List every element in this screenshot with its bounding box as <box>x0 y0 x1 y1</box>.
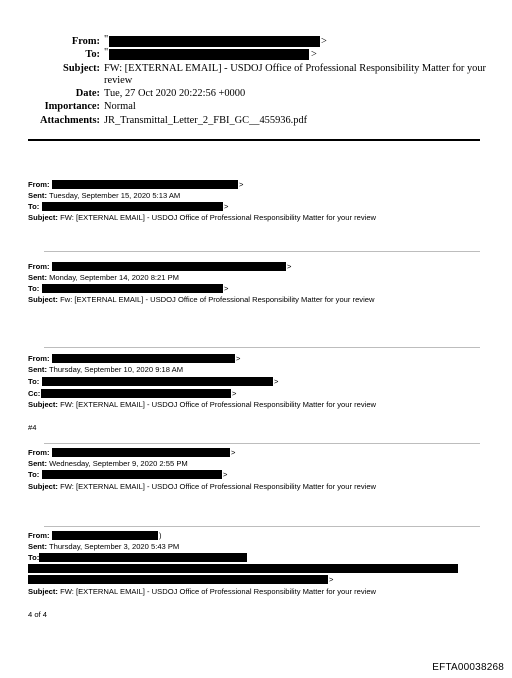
header-importance-value: Normal <box>104 101 136 112</box>
redaction-block <box>28 564 458 573</box>
redaction-block <box>42 377 273 386</box>
header-date-label: Date: <box>75 88 100 99</box>
sent-value: Wednesday, September 9, 2020 2:55 PM <box>49 459 188 468</box>
subject-value: FW: [EXTERNAL EMAIL] - USDOJ Office of Professional Responsibility Matter for your review <box>60 587 377 596</box>
subject-value: FW: [EXTERNAL EMAIL] - USDOJ Office of Professional Responsibility Matter for your review <box>60 482 377 491</box>
to-label: To: <box>28 202 40 211</box>
redaction-block <box>109 49 309 60</box>
sent-label: Sent: <box>28 191 47 200</box>
section-divider <box>44 347 480 348</box>
section-divider <box>44 443 480 444</box>
redaction-block <box>109 36 320 47</box>
header-to-quote: " <box>104 47 109 58</box>
to-label: To: <box>28 377 40 386</box>
header-from-label: From: <box>71 36 100 47</box>
from-label: From: <box>28 448 50 457</box>
subject-line <box>28 295 375 305</box>
redaction-block <box>42 284 223 293</box>
subject-label: Subject: <box>28 587 58 596</box>
header-from-quote: " <box>104 34 109 45</box>
sent-line <box>28 459 188 469</box>
sent-label: Sent: <box>28 459 47 468</box>
sent-value: Thursday, September 3, 2020 5:43 PM <box>48 542 180 551</box>
subject-value: Fw: [EXTERNAL EMAIL] - USDOJ Office of Professional Responsibility Matter for your review <box>60 295 375 304</box>
sent-line <box>28 191 180 201</box>
sent-line <box>28 365 183 375</box>
header-subject-line2: review <box>104 75 133 86</box>
sent-value: Tuesday, September 15, 2020 5:13 AM <box>48 191 181 200</box>
page-number: 4 of 4 <box>28 610 47 619</box>
header-subject-label: Subject: <box>63 63 100 74</box>
to-label: To: <box>28 284 40 293</box>
gt-symbol: > <box>236 354 241 363</box>
gt-symbol: > <box>224 202 229 211</box>
gt-symbol: > <box>274 377 279 386</box>
cc-label: Cc: <box>28 389 41 398</box>
sent-label: Sent: <box>28 542 47 551</box>
section-divider <box>44 251 480 252</box>
header-to-label: To: <box>85 49 100 60</box>
subject-label: Subject: <box>28 400 58 409</box>
redaction-block <box>52 531 158 540</box>
redaction-block <box>39 553 247 562</box>
to-label: To: <box>28 470 40 479</box>
subject-line <box>28 213 376 223</box>
header-from-gt: > <box>321 36 327 47</box>
subject-line <box>28 587 376 597</box>
redaction-block <box>28 575 328 584</box>
paren-symbol: ) <box>159 531 162 540</box>
sent-value: Thursday, September 10, 2020 9:18 AM <box>48 365 184 374</box>
from-label: From: <box>28 531 50 540</box>
section-divider <box>44 526 480 527</box>
subject-value: FW: [EXTERNAL EMAIL] - USDOJ Office of Professional Responsibility Matter for your review <box>60 213 377 222</box>
header-divider <box>28 139 480 141</box>
sent-label: Sent: <box>28 365 47 374</box>
gt-symbol: > <box>287 262 292 271</box>
sent-label: Sent: <box>28 273 47 282</box>
gt-symbol: > <box>329 575 334 584</box>
gt-symbol: > <box>223 470 228 479</box>
subject-label: Subject: <box>28 482 58 491</box>
gt-symbol: > <box>239 180 244 189</box>
from-label: From: <box>28 180 50 189</box>
header-date-value: Tue, 27 Oct 2020 20:22:56 +0000 <box>104 88 246 99</box>
header-subject-line1: FW: [EXTERNAL EMAIL] - USDOJ Office of Professional Responsibility Matter for your <box>104 63 486 74</box>
sent-line <box>28 273 179 283</box>
from-label: From: <box>28 262 50 271</box>
sent-line <box>28 542 179 552</box>
header-attachment-link[interactable]: JR_Transmittal_Letter_2_FBI_GC__455936.pdf <box>104 115 308 126</box>
redaction-block <box>52 262 286 271</box>
header-to-gt: > <box>311 49 317 60</box>
header-attachments-label: Attachments: <box>39 115 100 126</box>
gt-symbol: > <box>232 389 237 398</box>
note-text: #4 <box>28 423 37 432</box>
redaction-block <box>52 448 230 457</box>
redaction-block <box>42 202 223 211</box>
header-importance-label: Importance: <box>44 101 100 112</box>
subject-line <box>28 482 376 492</box>
redaction-block <box>52 180 238 189</box>
from-label: From: <box>28 354 50 363</box>
gt-symbol: > <box>224 284 229 293</box>
redaction-block <box>42 470 222 479</box>
to-label: To: <box>28 553 40 562</box>
sent-value: Monday, September 14, 2020 8:21 PM <box>49 273 179 282</box>
subject-line <box>28 400 376 410</box>
subject-label: Subject: <box>28 295 58 304</box>
gt-symbol: > <box>231 448 236 457</box>
redaction-block <box>52 354 235 363</box>
bates-number: EFTA00038268 <box>432 662 504 673</box>
subject-label: Subject: <box>28 213 58 222</box>
redaction-block <box>41 389 231 398</box>
subject-value: FW: [EXTERNAL EMAIL] - USDOJ Office of Professional Responsibility Matter for your review <box>60 400 377 409</box>
